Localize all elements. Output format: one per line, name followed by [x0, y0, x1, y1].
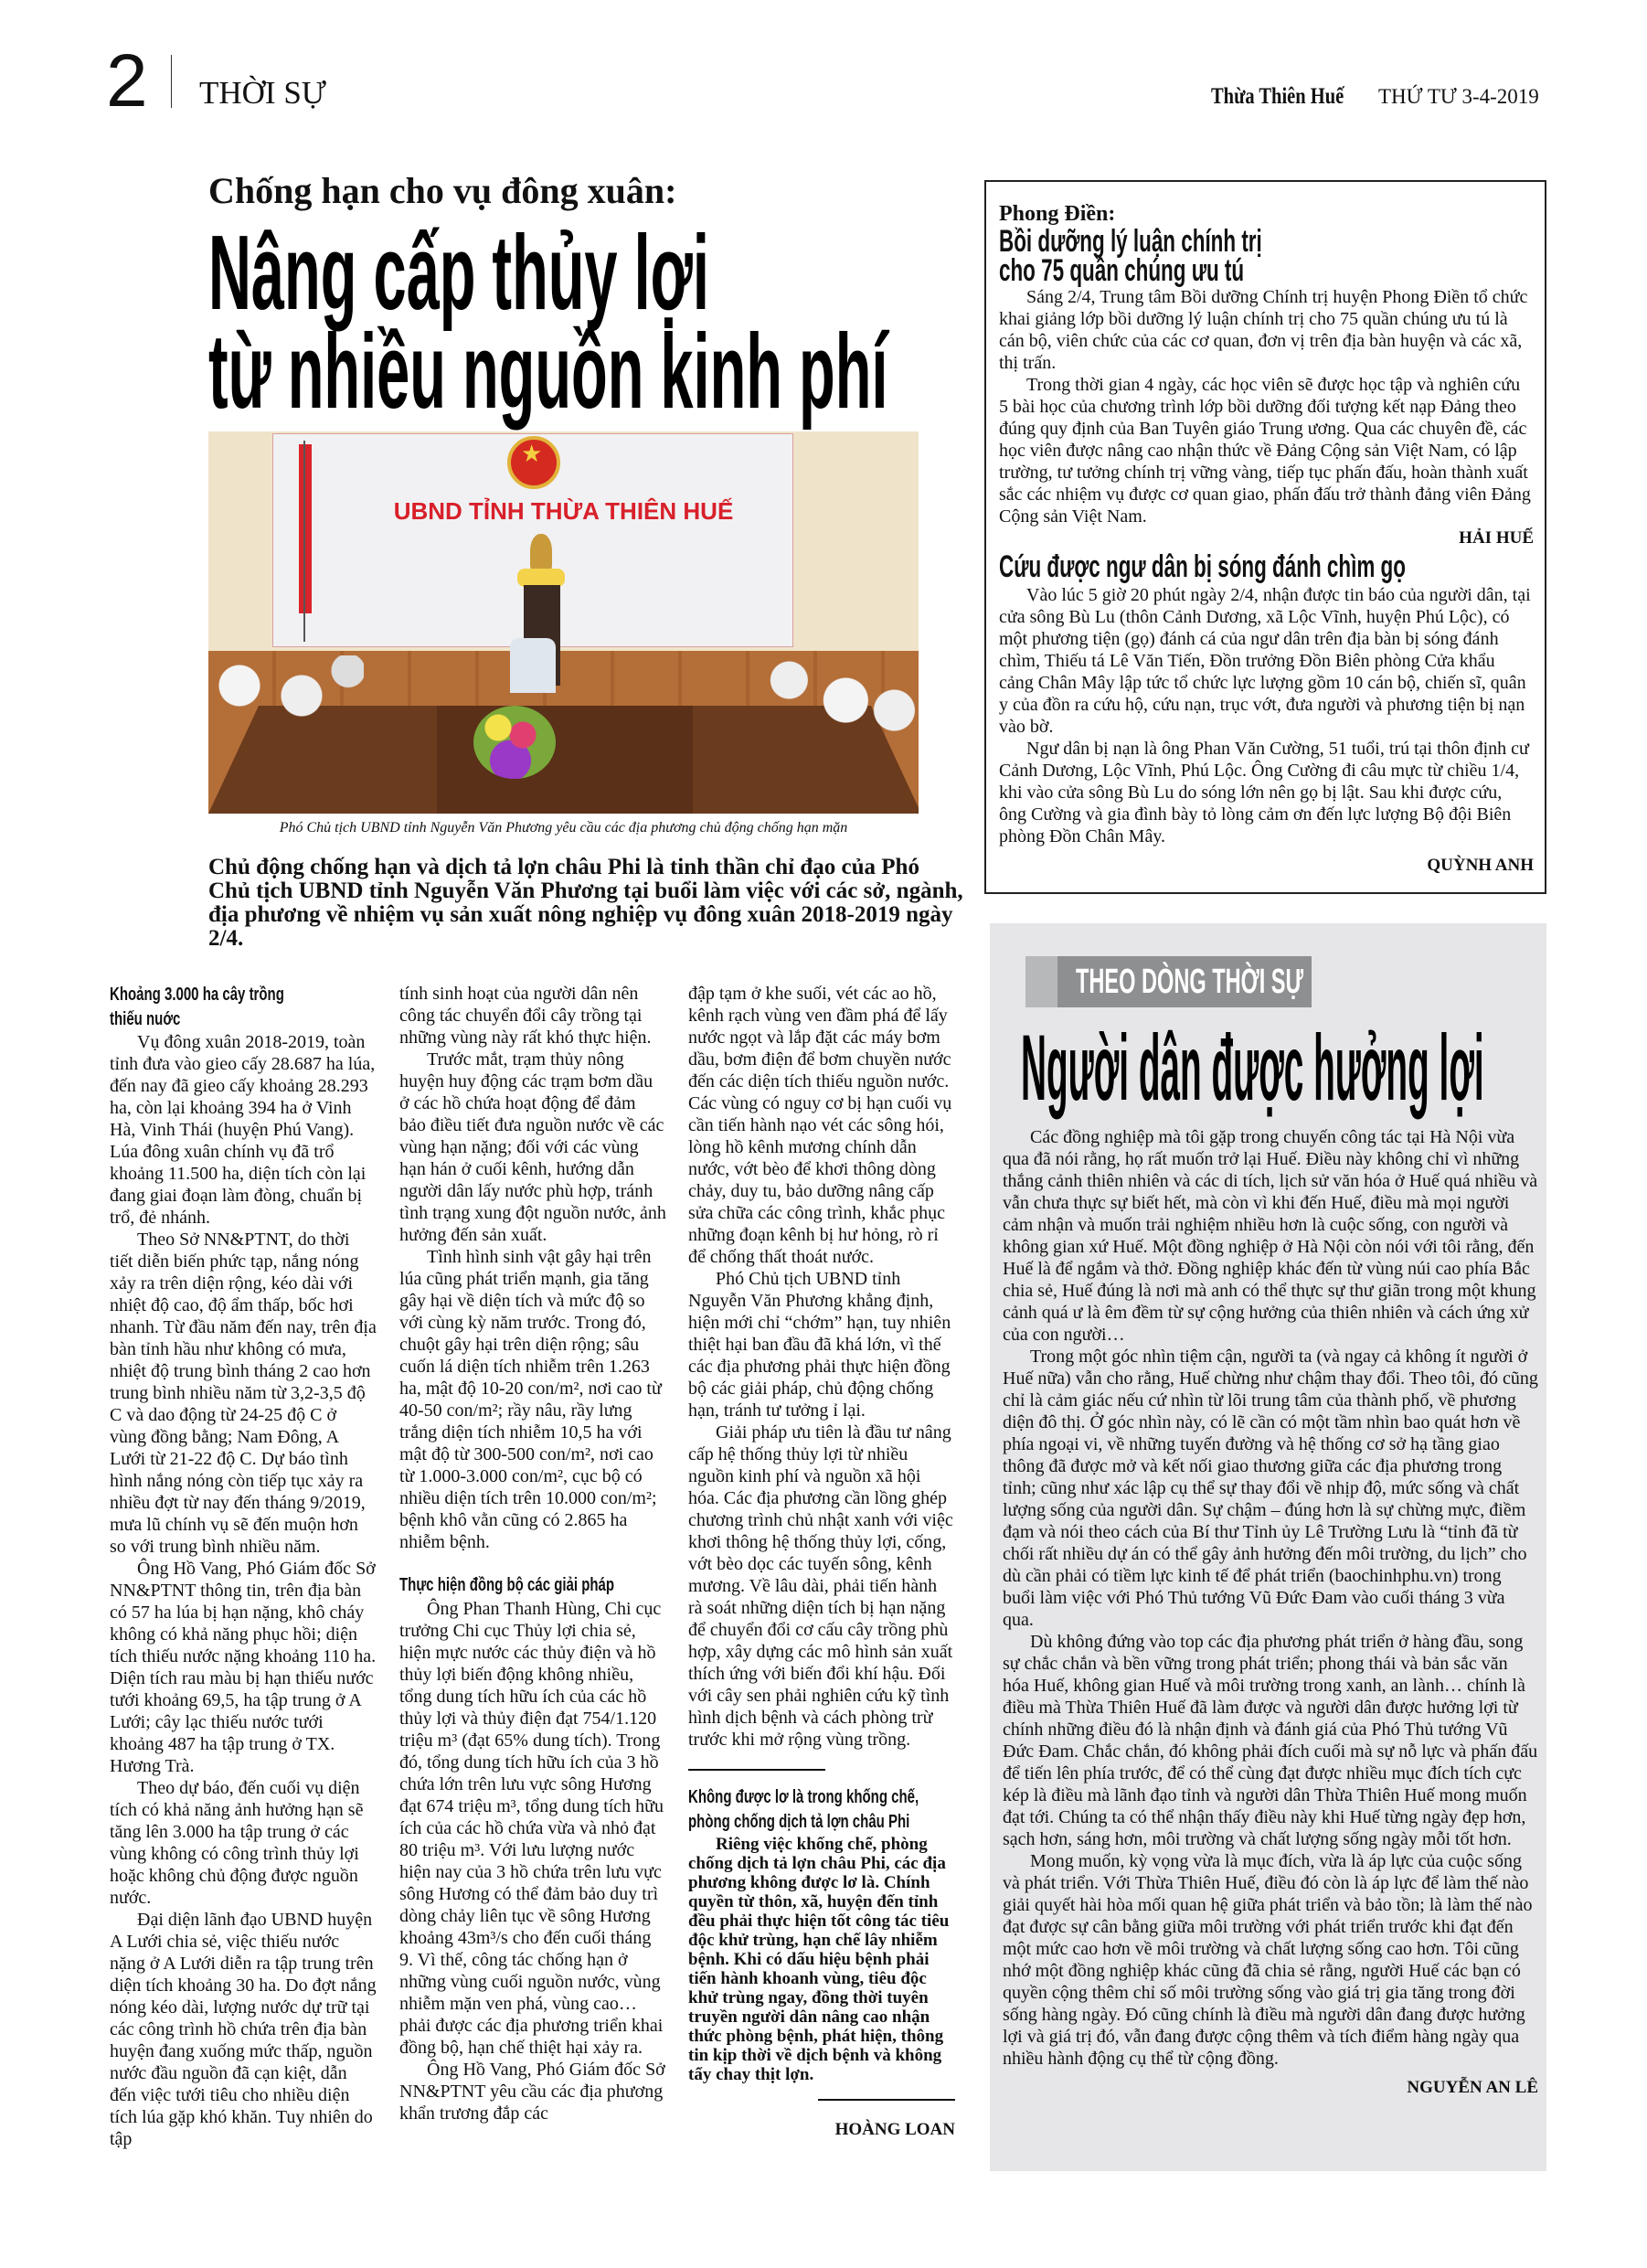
brief-headline: Bồi dưỡng lý luận chính trị: [999, 224, 1262, 259]
paragraph: Dù không đứng vào top các địa phương phát triển ở hàng đầu, song sự chắc chắn và bền vững trong phát triển; phong thái và bản sắc văn hóa Huế, không gian Huế và môi trường trong xanh, an lành… chính là điều mà Thừa Thiên Huế đã làm được và người dân được hưởng lợi từ chính những điều đó là nhận định và đánh giá của Phó Thủ tướng Vũ Đức Đam. Chắc chắn, đó không phải đích cuối mà sự nỗ lực và phấn đấu để tiến lên phía trước, để có thể cùng đạt được nhiều mục đích tích cực kép là điều mà lãnh đạo tỉnh và người dân Thừa Thiên Huế mong muốn đạt tới. Chúng ta có thể nhận thấy điều này khi Huế từng ngày đẹp hơn, sạch hơn, sáng hơn, môi trường và chất lượng sống ngày mỗi tốt hơn.: [1003, 1632, 1538, 1849]
page-number: 2: [106, 39, 148, 122]
paragraph: Ông Hồ Vang, Phó Giám đốc Sở NN&PTNT yêu cầu các địa phương khẩn trương đắp các: [399, 2060, 665, 2124]
header-divider: [171, 55, 172, 108]
paragraph: Mong muốn, kỳ vọng vừa là mục đích, vừa là áp lực của cuộc sống và phát triển. Với Thừa Thiên Huế, điều đó còn là áp lực để làm thế nào giải quyết hài hòa mối quan hệ giữa phát triển và bảo tồn; là làm thế nào đạt được sự cân bằng giữa môi trường với phát triển trước khi đạt đến một mức cao hơn về môi trường và chất lượng sống cao hơn. Tôi cũng nhớ một đồng nghiệp khác cũng đã chia sẻ rằng, người Huế các bạn có quyền cộng thêm chỉ số môi trường sống vào giá trị gia tăng trong đời sống hàng ngày. Đó cũng chính là điều mà người dân đang được hưởng lợi và giá trị đó, vẫn đang được cộng thêm và tích điểm hàng ngày qua nhiều hành động cụ thể từ cộng đồng.: [1003, 1851, 1533, 2069]
opinion-headline: Người dân được hưởng lợi: [1021, 1016, 1484, 1120]
paragraph: tính sinh hoạt của người dân nên công tác chuyển đổi cây trồng tại những vùng này rất khó thực hiện.: [399, 984, 652, 1048]
sidebar-title: phòng chống dịch tả lợn châu Phi: [688, 1812, 910, 1832]
issue-date: THỨ TƯ 3-4-2019: [1378, 85, 1539, 108]
paragraph: Phó Chủ tịch UBND tỉnh Nguyễn Văn Phương khẳng định, hiện mới chỉ “chớm” hạn, tuy nhiên thiệt hại ban đầu đã khá lớn, vì thế các địa phương phải thực hiện đồng bộ các giải pháp, chủ động chống hạn, tránh tư tưởng ỉ lại.: [688, 1269, 951, 1421]
newspaper-name: Thừa Thiên Huế: [1211, 84, 1344, 109]
subheading: Thực hiện đồng bộ các giải pháp: [399, 1575, 615, 1595]
paragraph: Vào lúc 5 giờ 20 phút ngày 2/4, nhận được tin báo của người dân, tại cửa sông Bù Lu (thôn Cảnh Dương, xã Lộc Vĩnh, huyện Phú Lộc), có một phương tiện (gọ) đánh cá của ngư dân trên địa bàn bị sóng đánh chìm, Thiếu tá Lê Văn Tiến, Đồn trưởng Đồn Biên phòng Cửa khẩu cảng Chân Mây lập tức tổ chức lực lượng gồm 10 cán bộ, chiến sĩ, quân y của đồn ra cứu hộ, cứu nạn, trục vớt, đưa người và phương tiện bị nạn vào bờ.: [999, 585, 1531, 737]
paragraph: Các đồng nghiệp mà tôi gặp trong chuyến công tác tại Hà Nội vừa qua đã nói rằng, họ rất muốn trở lại Huế. Điều này không chỉ vì những thắng cảnh thiên nhiên và các di tích, lịch sử văn hóa ở Huế quá nhiều và vẫn chưa thực sự biết hết, mà còn vì khi đến Huế, điều mà mọi người cảm nhận và muốn trải nghiệm nhiều hơn là cuộc sống, con người và không gian xứ Huế. Một đồng nghiệp ở Hà Nội còn nói với tôi rằng, đến Huế là để ngắm và thở. Đồng nghiệp khác đến từ vùng núi cao phía Bắc chia sẻ, Huế đúng là nơi mà anh có thể thực sự thư giãn trong một khung cảnh quá ư là êm đềm từ sự cộng hưởng của thiên nhiên và cách ứng xử của con người…: [1003, 1127, 1538, 1345]
paragraph: Sáng 2/4, Trung tâm Bồi dưỡng Chính trị huyện Phong Điền tổ chức khai giảng lớp bồi dưỡng lý luận chính trị cho 75 quần chúng ưu tú là cán bộ, viên chức của các cơ quan, đơn vị trên địa bàn huyện và các xã, thị trấn.: [999, 287, 1528, 373]
sign-text: UBND TỈNH THỪA THIÊN HUẾ: [393, 497, 734, 525]
paragraph: Trong một góc nhìn tiệm cận, người ta (và ngay cả không ít người ở Huế nữa) vẫn cho rằng, Huế chừng như chậm thay đổi. Theo tôi, đó cũng chỉ là cảm giác nếu cứ nhìn từ lõi trung tâm của thành phố, về phương diện đô thị. Ở góc nhìn này, có lẽ cần có một tầm nhìn bao quát hơn về phía ngoại vi, về những tuyến đường và hệ thống cơ sở hạ tầng giao thông đã được mở và kết nối giao thương giữa các địa phương trong tỉnh; cũng như xác lập cụ thể sự thay đổi về nhịp độ, mức sống và chất lượng sống của người dân. Sự chậm – đúng hơn là sự chừng mực, điềm đạm và nói theo cách của Bí thư Tỉnh ủy Lê Trường Lưu là “tỉnh đã từ chối rất nhiều dự án có thể gây ảnh hưởng đến môi trường, du lịch” cho dù cần phải có tiềm lực kinh tế để phát triển (baochinhphu.vn) trong buổi làm việc với Phó Thủ tướng Vũ Đức Đam vào cuối tháng 3 vừa qua.: [1003, 1347, 1538, 1630]
author-byline: NGUYỄN AN LÊ: [1407, 2078, 1538, 2097]
author-byline: HẢI HUẾ: [1459, 528, 1534, 548]
opinion-column: [990, 923, 1546, 2171]
main-kicker: Chống hạn cho vụ đông xuân:: [208, 170, 677, 211]
divider: [818, 2099, 955, 2101]
brief-headline: cho 75 quần chúng ưu tú: [999, 253, 1245, 288]
paragraph: Đại diện lãnh đạo UBND huyện A Lưới chia sẻ, việc thiếu nước nặng ở A Lưới diễn ra tập trung trên diện tích khoảng 30 ha. Do đợt nắng nóng kéo dài, lượng nước dự trữ tại các công trình hồ chứa trên địa bàn huyện đang xuống mức thấp, nguồn nước đầu nguồn đã cạn kiệt, dẫn đến việc tưới tiêu cho nhiều diện tích lúa gặp khó khăn. Tuy nhiên do tập: [110, 1910, 377, 2149]
flower-arrangement: [473, 706, 556, 779]
paragraph: Trong thời gian 4 ngày, các học viên sẽ được học tập và nghiên cứu 5 bài học của chương trình lớp bồi dưỡng đối tượng kết nạp Đảng theo đúng quy định của Ban Tuyên giáo Trung ương. Qua các chuyên đề, các học viên được nâng cao nhận thức về Đảng Cộng sản Việt Nam, có lập trường, tư tưởng chính trị vững vàng, tiếp tục phấn đấu, hoàn thành xuất sắc các nhiệm vụ được cơ quan giao, phấn đấu trở thành đảng viên Đảng Cộng sản Việt Nam.: [999, 375, 1531, 527]
section-label: [1025, 956, 1312, 1007]
paragraph: Ông Hồ Vang, Phó Giám đốc Sở NN&PTNT thông tin, trên địa bàn có 57 ha lúa bị hạn nặng, khô cháy không có khả năng phục hồi; diện tích thiếu nước nặng khoảng 110 ha. Diện tích rau màu bị hạn thiếu nước tưới khoảng 69,5, ha tập trung ở A Lưới; cây lạc thiếu nước tưới khoảng 487 ha tập trung ở TX. Hương Trà.: [110, 1559, 377, 1776]
section-label-text: THEO DÒNG THỜI SỰ: [1076, 963, 1304, 1001]
article-lead: Chủ động chống hạn và dịch tả lợn châu Phi là tinh thần chỉ đạo của Phó Chủ tịch UBND tỉnh Nguyễn Văn Phương tại buổi làm việc với các sở, ngành, địa phương về nhiệm vụ sản xuất nông nghiệp vụ đông xuân 2018-2019 ngày 2/4.: [208, 855, 963, 951]
paragraph: Ông Phan Thanh Hùng, Chi cục trưởng Chi cục Thủy lợi chia sẻ, hiện mực nước các thủy điện và hồ thủy lợi biến động không nhiều, tổng dung tích hữu ích của các hồ thủy lợi và thủy điện đạt 754/1.120 triệu m³ (đạt 65% dung tích). Trong đó, tổng dung tích hữu ích của 3 hồ chứa lớn trên lưu vực sông Hương đạt 674 triệu m³, tổng dung tích hữu ích của các hồ chứa vừa và nhỏ đạt 80 triệu m³. Với lưu lượng nước hiện nay của 3 hồ chứa trên lưu vực sông Hương có thể đảm bảo duy trì dòng chảy liên tục về sông Hương khoảng 43m³/s cho đến cuối tháng 9. Vì thế, công tác chống hạn ở những vùng cuối nguồn nước, vùng nhiễm mặn ven phá, vùng cao… phải được các địa phương triển khai đồng bộ, hạn chế thiệt hại xảy ra.: [399, 1599, 664, 2058]
paragraph: Theo Sở NN&PTNT, do thời tiết diễn biến phức tạp, nắng nóng xảy ra trên diện rộng, kéo dài với nhiệt độ cao, độ ẩm thấp, bốc hơi nhanh. Từ đầu năm đến nay, trên địa bàn tỉnh hầu như không có mưa, nhiệt độ trung bình tháng 2 cao hơn trung bình nhiều năm từ 3,2-3,5 độ C và dao động từ 24-25 độ C ở vùng đồng bằng; Nam Đông, A Lưới từ 21-22 độ C. Dự báo tình hình nắng nóng còn tiếp tục xảy ra nhiều đợt từ nay đến tháng 9/2019, mưa lũ chính vụ sẽ đến muộn hơn so với trung bình nhiều năm.: [110, 1230, 377, 1557]
subheading: thiếu nuớc: [110, 1009, 181, 1029]
brief-headline: Cứu được ngư dân bị sóng đánh chìm gọ: [999, 549, 1406, 584]
author-byline: HOÀNG LOAN: [834, 2120, 955, 2139]
brief-kicker: Phong Điền:: [999, 202, 1116, 226]
author-byline: QUỲNH ANH: [1427, 856, 1534, 875]
sidebar-title: Không được lơ là trong khống chế,: [688, 1787, 919, 1807]
subheading: Khoảng 3.000 ha cây trồng: [110, 985, 284, 1005]
article-column-3: [688, 983, 955, 2141]
article-column-1: [110, 983, 377, 2150]
section-title: THỜI SỰ: [199, 75, 326, 111]
paragraph: Giải pháp ưu tiên là đầu tư nâng cấp hệ thống thủy lợi từ nhiều nguồn kinh phí và nguồn xã hội hóa. Các địa phương cần lồng ghép chương trình chủ nhật xanh với việc khơi thông hệ thống thủy lợi, cống, vớt bèo dọc các tuyến sông, kênh mương. Về lâu dài, phải tiến hành rà soát những diện tích bị hạn nặng để chuyển đổi cơ cấu cây trồng phù hợp, xây dựng các mô hình sản xuất thích ứng với biến đổi khí hậu. Đối với cây sen phải nghiên cứu kỹ tình hình dịch bệnh và cách phòng trừ trước khi mở rộng vùng trồng.: [688, 1422, 953, 1750]
paragraph: Ngư dân bị nạn là ông Phan Văn Cường, 51 tuổi, trú tại thôn định cư Cảnh Dương, Lộc Vĩnh, Phú Lộc. Ông Cường đi câu mực từ chiều 1/4, khi vào cửa sông Bù Lu do sóng lớn nên gọ bị lật. Sau khi được cứu, ông Cường và gia đình bày tỏ lòng cảm ơn đến lực lượng Bộ đội Biên phòng Đồn Chân Mây.: [999, 739, 1529, 847]
sidebar-box: [688, 1785, 955, 2084]
main-headline-line: từ nhiều nguồn kinh phí: [208, 312, 888, 431]
paragraph: Vụ đông xuân 2018-2019, toàn tỉnh đưa vào gieo cấy 28.687 ha lúa, đến nay đã gieo cấy khoảng 28.293 ha, còn lại khoảng 394 ha ở Vinh Hà, Vinh Thái (huyện Phú Vang). Lúa đông xuân chính vụ đã trổ khoảng 11.500 ha, diện tích còn lại đang giai đoạn làm đòng, chuẩn bị trổ, đẻ nhánh.: [110, 1032, 376, 1228]
sidebar-body: Riêng việc khống chế, phòng chống dịch tả lợn châu Phi, các địa phương không được lơ là. Chính quyền từ thôn, xã, huyện đến tỉnh đều phải thực hiện tốt công tác tiêu độc khử trùng, hạn chế lây nhiễm bệnh. Khi có dấu hiệu bệnh phải tiến hành khoanh vùng, tiêu độc khử trùng ngay, đồng thời tuyên truyền người dân nâng cao nhận thức phòng bệnh, phát hiện, thông tin kịp thời về dịch bệnh và không tẩy chay thịt lợn.: [688, 1835, 950, 2084]
photo-caption: Phó Chủ tịch UBND tỉnh Nguyễn Văn Phương yêu cầu các địa phương chủ động chống hạn mặn: [279, 820, 848, 836]
paragraph: đập tạm ở khe suối, vét các ao hồ, kênh rạch vùng ven đầm phá để lấy nước ngọt và lắp đặt các máy bơm dầu, bơm điện để bơm chuyền nước đến các diện tích thiếu nguồn nước. Các vùng có nguy cơ bị hạn cuối vụ cần tiến hành nạo vét các sông hói, lòng hồ kênh mương chính dẫn nước, vớt bèo để khơi thông dòng chảy, duy tu, bảo dưỡng nâng cấp sửa chữa các công trình, khắc phục những đoạn kênh bị hư hỏng, rò rỉ để chống thất thoát nước.: [688, 984, 952, 1267]
divider: [688, 1769, 825, 1771]
flag-icon: [299, 444, 312, 613]
main-headline-line: Nâng cấp thủy lợi: [208, 213, 709, 332]
news-brief-box: [984, 180, 1546, 894]
paragraph: Theo dự báo, đến cuối vụ diện tích có khả năng ảnh hưởng hạn sẽ tăng lên 3.000 ha tập trung ở các vùng không có công trình thủy lợi hoặc không chủ động được nguồn nước.: [110, 1778, 364, 1908]
paragraph: Trước mắt, trạm thủy nông huyện huy động các trạm bơm dầu ở các hồ chứa hoạt động để đảm bảo điều tiết đưa nguồn nước về các vùng hạn nặng; đối với các vùng hạn hán ở cuối kênh, hướng dẫn người dân lấy nước phù hợp, tránh tình trạng xung đột nguồn nước, ảnh hưởng đến sản xuất.: [399, 1049, 666, 1245]
article-column-2: [399, 983, 666, 2124]
paragraph: Tình hình sinh vật gây hại trên lúa cũng phát triển mạnh, gia tăng gây hại về diện tích và mức độ so với cùng kỳ năm trước. Trong đó, chuột gây hại trên diện rộng; sâu cuốn lá diện tích nhiễm trên 1.263 ha, mật độ 10-20 con/m², nơi cao từ 40-50 con/m²; rầy nâu, rầy lưng trắng diện tích nhiễm 10,5 ha với mật độ từ 300-500 con/m², nơi cao từ 1.000-3.000 con/m², cục bộ có nhiều diện tích trên 10.000 con/m²; bệnh khô vằn cũng có 2.865 ha nhiễm bệnh.: [399, 1247, 662, 1552]
meeting-photo: ★ UBND TỈNH THỪA THIÊN HUẾ: [208, 431, 919, 814]
